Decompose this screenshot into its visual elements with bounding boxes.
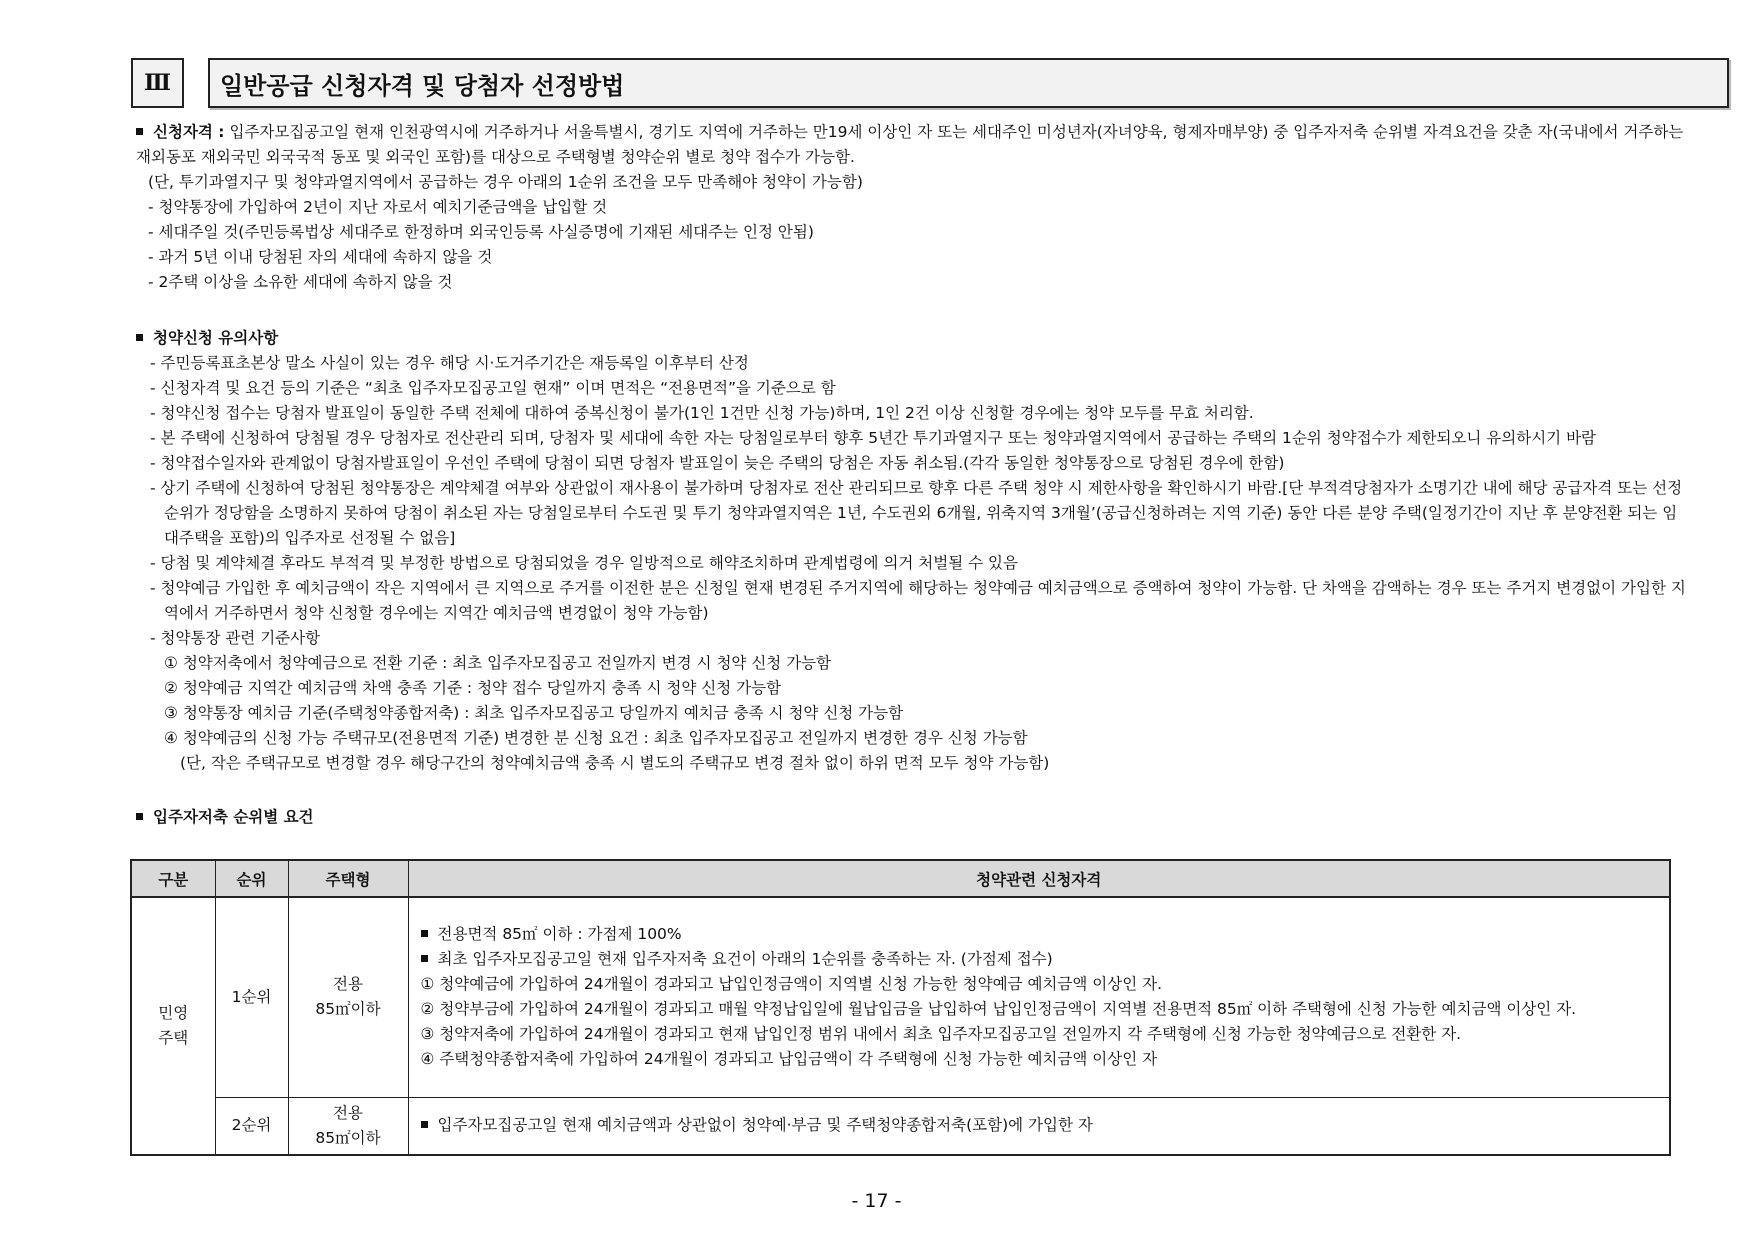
notes-item: - 청약통장 관련 기준사항 (150, 629, 321, 647)
rank1-bullet: 전용면적 85㎡ 이하 : 가점제 100% (437, 925, 682, 944)
notes-item: - 청약접수일자와 관계없이 당첨자발표일이 우선인 주택에 당첨이 되면 당첨자 발표일이 늦은 주택의 당첨은 자동 취소됨.(각각 동일한 청약통장으로 당첨된 경우에 한함) (150, 454, 1285, 472)
table-row (131, 1097, 1670, 1155)
type-cell (288, 1097, 408, 1155)
section-number: Ⅲ (131, 58, 184, 108)
qualification-text: 입주자모집공고일 현재 인천광역시에 거주하거나 서울특별시, 경기도 지역에 거주하는 만19세 이상인 자 또는 세대주인 미성년자(자녀양육, 형제자매부양) 중 입주자저축 순위별 자격요건을 갖춘 자(국내에서 거주하는 재외동포 재외국민 외국국적 동포 및 외국인 포함)를 대상으로 주택형별 청약순위 별로 청약 접수가 가능함. (136, 123, 1684, 166)
type-cell (288, 897, 408, 1097)
notes-item: - 주민등록표초본상 말소 사실이 있는 경우 해당 시·도거주기간은 재등록일 이후부터 산정 (150, 354, 749, 372)
table-header-cell: 주택형 (288, 860, 408, 897)
table-header-cell: 청약관련 신청자격 (408, 860, 1670, 897)
qualification-item: - 세대주일 것(주민등록법상 세대주로 한정하며 외국인등록 사실증명에 기재된 세대주는 인정 안됨) (148, 223, 814, 241)
qualification-cell (408, 1097, 1670, 1155)
qualification-item: - 청약통장에 가입하여 2년이 지난 자로서 예치기준금액을 납입할 것 (148, 198, 608, 216)
qualification-item: - 2주택 이상을 소유한 세대에 속하지 않을 것 (148, 273, 453, 291)
notes-subitem: ② 청약예금 지역간 예치금액 차액 충족 기준 : 청약 접수 당일까지 충족 시 청약 신청 가능함 (164, 679, 782, 697)
rank1-item: ① 청약예금에 가입하여 24개월이 경과되고 납입인정금액이 지역별 신청 가능한 청약예금 예치금액 이상인 자. (420, 975, 1163, 994)
type-line: 전용 (333, 975, 363, 994)
square-bullet-icon (421, 930, 428, 937)
type-line: 85㎡이하 (315, 1000, 381, 1019)
square-bullet-icon (421, 955, 428, 962)
qualification-note: (단, 투기과열지구 및 청약과열지역에서 공급하는 경우 아래의 1순위 조건을 모두 만족해야 청약이 가능함) (148, 173, 863, 191)
requirements-title: 입주자저축 순위별 요건 (153, 808, 314, 826)
notes-title: 청약신청 유의사항 (153, 329, 279, 347)
rank2-bullet: 입주자모집공고일 현재 예치금액과 상관없이 청약예·부금 및 주택청약종합저축(포함)에 가입한 자 (437, 1116, 1093, 1135)
rank-cell: 1순위 (215, 897, 288, 1097)
notes-subitem: ③ 청약통장 예치금 기준(주택청약종합저축) : 최초 입주자모집공고 당일까지 예치금 충족 시 청약 신청 가능함 (164, 704, 904, 722)
notes-item: - 상기 주택에 신청하여 당첨된 청약통장은 계약체결 여부와 상관없이 재사용이 불가하며 당첨자로 전산 관리되므로 향후 다른 주택 청약 시 제한사항을 확인하시기 바람.[단 부적격당첨자가 소명기간 내에 해당 공급자격 또는 선정 순위가 정당함을 소명하지 못하여 당첨이 취소된 자는 당첨일로부터 수도권 및 투기 청약과열지역은 1년, 수도권외 6개월, 위축지역 3개월’(공급신청하려는 지역 기준) 동안 다른 분양 주택(일정기간이 지난 후 분양전환 되는 임대주택을 포함)의 입주자로 선정될 수 없음] (150, 479, 1683, 547)
square-bullet-icon (136, 128, 143, 135)
notes-subitem: ④ 청약예금의 신청 가능 주택규모(전용면적 기준) 변경한 분 신청 요건 : 최초 입주자모집공고 전일까지 변경한 경우 신청 가능함 (164, 729, 1028, 747)
rank1-bullet: 최초 입주자모집공고일 현재 입주자저축 요건이 아래의 1순위를 충족하는 자. (가점제 접수) (437, 950, 1053, 969)
qualification-paragraph (136, 120, 1688, 170)
qualification-item: - 과거 5년 이내 당첨된 자의 세대에 속하지 않을 것 (148, 248, 493, 266)
notes-subnote: (단, 작은 주택규모로 변경할 경우 해당구간의 청약예치금액 충족 시 별도의 주택규모 변경 절차 없이 하위 면적 모두 청약 가능함) (180, 754, 1050, 772)
square-bullet-icon (136, 813, 143, 820)
section-title: 일반공급 신청자격 및 당첨자 선정방법 (208, 58, 1729, 108)
rank1-item: ③ 청약저축에 가입하여 24개월이 경과되고 현재 납입인정 범위 내에서 최초 입주자모집공고일 전일까지 각 주택형에 신청 가능한 청약예금으로 전환한 자. (420, 1025, 1462, 1044)
requirements-heading (136, 805, 1696, 830)
notes-subitem: ① 청약저축에서 청약예금으로 전환 기준 : 최초 입주자모집공고 전일까지 변경 시 청약 신청 가능함 (164, 654, 832, 672)
rank1-item: ④ 주택청약종합저축에 가입하여 24개월이 경과되고 납입금액이 각 주택형에 신청 가능한 예치금액 이상인 자 (420, 1050, 1158, 1069)
notes-item: - 청약신청 접수는 당첨자 발표일이 동일한 주택 전체에 대하여 중복신청이 불가(1인 1건만 신청 가능)하며, 1인 2건 이상 신청할 경우에는 청약 모두를 무효 처리함. (150, 404, 1254, 422)
table-header-cell: 순위 (215, 860, 288, 897)
category-line: 민영 (158, 1004, 189, 1022)
rank-cell: 2순위 (215, 1097, 288, 1155)
rank1-item: ② 청약부금에 가입하여 24개월이 경과되고 매월 약정납입일에 월납입금을 납입하여 납입인정금액이 지역별 전용면적 85㎡ 이하 주택형에 신청 가능한 예치금액 이상인 자. (420, 1000, 1577, 1019)
table-header-cell: 구분 (131, 860, 215, 897)
table-row (131, 897, 1670, 1097)
notes-heading (136, 326, 1696, 351)
notes-item: - 당첨 및 계약체결 후라도 부적격 및 부정한 방법으로 당첨되었을 경우 일방적으로 해약조치하며 관계법령에 의거 처벌될 수 있음 (150, 554, 1018, 572)
category-cell (131, 897, 215, 1155)
notes-item: - 청약예금 가입한 후 예치금액이 작은 지역에서 큰 지역으로 주거를 이전한 분은 신청일 현재 변경된 주거지역에 해당하는 청약예금 예치금액으로 증액하여 청약이 가능함. 단 차액을 감액하는 경우 또는 주거지 변경없이 가입한 지역에서 거주하면서 청약 신청할 경우에는 지역간 예치금액 변경없이 청약 가능함) (150, 579, 1686, 622)
page-number: - 17 - (851, 1190, 902, 1212)
square-bullet-icon (136, 334, 143, 341)
notes-item: - 신청자격 및 요건 등의 기준은 “최초 입주자모집공고일 현재” 이며 면적은 “전용면적”을 기준으로 함 (150, 379, 836, 397)
notes-item: - 본 주택에 신청하여 당첨될 경우 당첨자로 전산관리 되며, 당첨자 및 세대에 속한 자는 당첨일로부터 향후 5년간 투기과열지구 또는 청약과열지역에서 공급하는 주택의 1순위 청약접수가 제한되오니 유의하시기 바람 (150, 429, 1597, 447)
qualification-label: 신청자격 : (153, 123, 225, 141)
category-line: 주택 (158, 1029, 189, 1047)
square-bullet-icon (421, 1121, 428, 1128)
document-body (136, 120, 1696, 830)
table-header-row (131, 860, 1670, 897)
requirements-table (130, 859, 1671, 1156)
qualification-cell (408, 897, 1670, 1097)
type-line: 전용 (333, 1103, 363, 1122)
type-line: 85㎡이하 (315, 1128, 381, 1147)
